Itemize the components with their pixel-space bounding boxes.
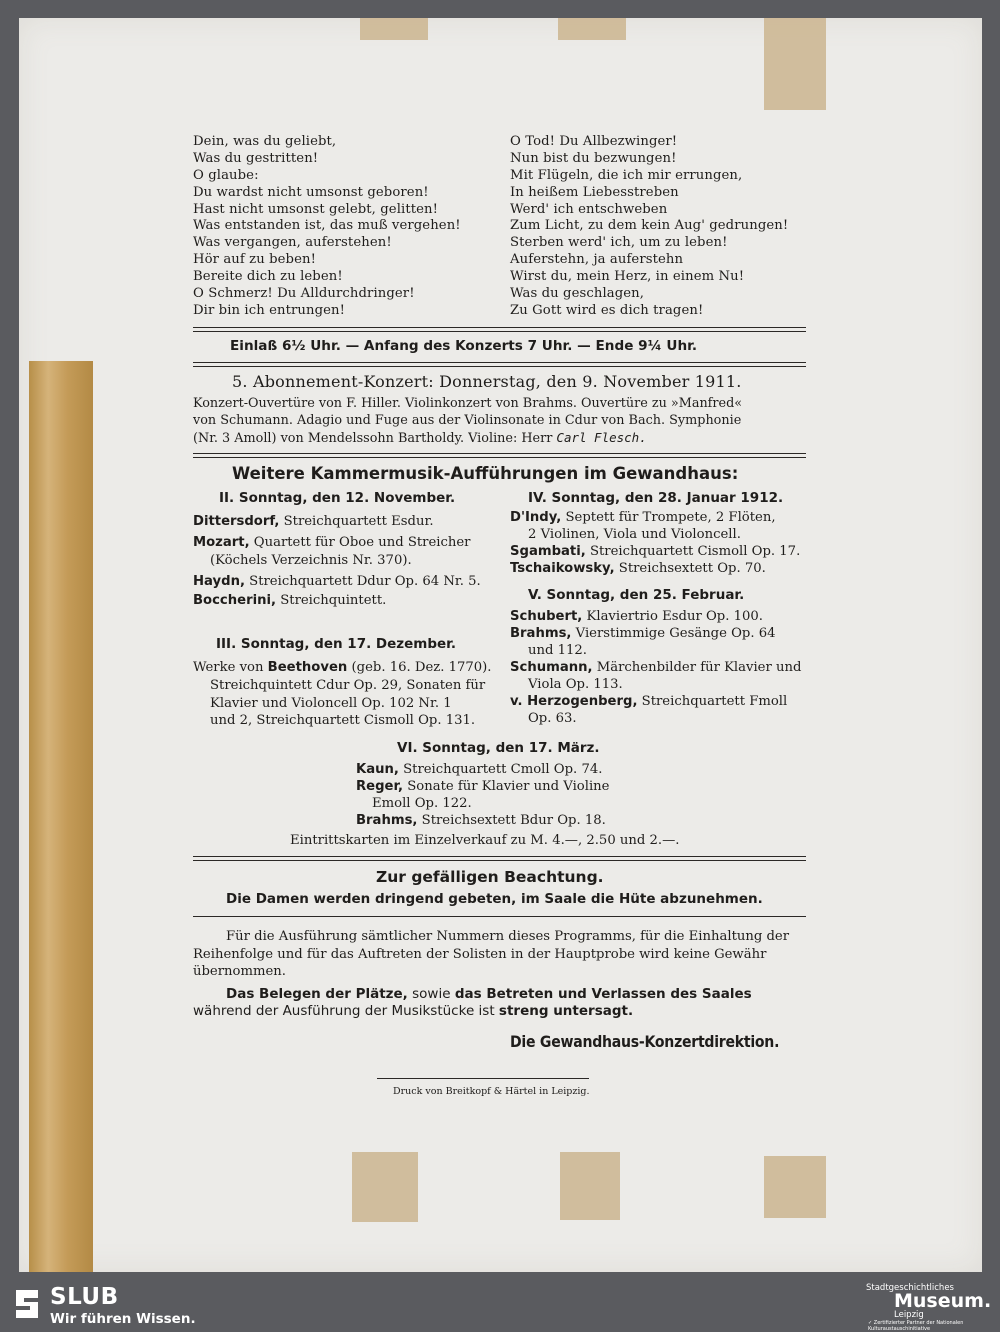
- printer-credit: Druck von Breitkopf & Härtel in Leipzig.: [393, 1086, 590, 1097]
- viewer-footer: [0, 1278, 1000, 1331]
- tape-top-left: [360, 18, 428, 40]
- poem-line: Werd' ich entschweben: [510, 201, 668, 217]
- divider: [193, 453, 806, 458]
- work-continuation: und 2, Streichquartett Cismoll Op. 131.: [210, 713, 476, 728]
- poem-line: Was entstanden ist, das muß vergehen!: [193, 218, 461, 234]
- seat-notice-part: während der Ausführung der Musikstücke ist: [193, 1003, 495, 1019]
- composer: Boccherini,: [193, 593, 277, 608]
- partner-certification: ✓ Zertifizierter Partner der Nationalen Kulturaustauschinitiative: [868, 1320, 964, 1332]
- abonnement-title: 5. Abonnement-Konzert: Donnerstag, den 9. November 1911.: [232, 372, 742, 391]
- poem-line: Dein, was du geliebt,: [193, 134, 337, 149]
- seat-notice-part: das Betreten und Verlassen des Saales: [454, 986, 752, 1002]
- work: Quartett für Oboe und Streicher: [253, 535, 471, 550]
- poem-line: Hör auf zu beben!: [193, 252, 316, 268]
- poem-left-column: [193, 134, 461, 320]
- tape-bottom-right: [764, 1156, 826, 1218]
- abonnement-line-text: (Nr. 3 Amoll) von Mendelssohn Bartholdy. Violine: Herr: [193, 431, 553, 446]
- composer: Brahms,: [356, 813, 418, 828]
- work: Streichsextett Bdur Op. 18.: [421, 813, 606, 828]
- concert-date: IV. Sonntag, den 28. Januar 1912.: [528, 490, 784, 506]
- tape-left-strip: [29, 361, 93, 1272]
- work: (geb. 16. Dez. 1770).: [351, 660, 492, 675]
- composer: Dittersdorf,: [193, 514, 280, 529]
- work-continuation: Emoll Op. 122.: [372, 796, 472, 811]
- program-item: [510, 609, 763, 624]
- program-item: [193, 660, 492, 675]
- poem-line: Was du gestritten!: [193, 150, 319, 166]
- composer: v. Herzogenberg,: [510, 694, 638, 709]
- divider: [193, 856, 806, 861]
- program-item: [356, 813, 606, 828]
- program-item: [193, 593, 386, 608]
- concert-date: III. Sonntag, den 17. Dezember.: [216, 636, 457, 652]
- work-continuation: (Köchels Verzeichnis Nr. 370).: [210, 553, 412, 568]
- tape-top-right: [764, 18, 826, 110]
- work: Streichquartett Fmoll: [641, 694, 788, 709]
- program-item: [510, 626, 776, 641]
- program-item: [356, 779, 609, 794]
- slub-brand: SLUB: [50, 1284, 119, 1310]
- program-page: [19, 18, 982, 1272]
- poem-line: O Tod! Du Allbezwinger!: [510, 134, 678, 149]
- signature: Die Gewandhaus-Konzertdirektion.: [510, 1032, 780, 1051]
- poem-line: Zu Gott wird es dich tragen!: [510, 302, 704, 318]
- concert-date: V. Sonntag, den 25. Februar.: [528, 587, 745, 603]
- work: Streichquartett Esdur.: [283, 514, 434, 529]
- program-item: [510, 544, 800, 559]
- composer: Mozart,: [193, 535, 250, 550]
- program-item: [193, 535, 470, 550]
- work: Streichquartett Cmoll Op. 74.: [403, 762, 603, 777]
- work: Streichquartett Cismoll Op. 17.: [589, 544, 801, 559]
- composer: Schumann,: [510, 660, 593, 675]
- divider: [377, 1078, 589, 1079]
- notice-heading: Zur gefälligen Beachtung.: [376, 868, 604, 886]
- poem-line: Dir bin ich entrungen!: [193, 302, 346, 318]
- poem-line: Sterben werd' ich, um zu leben!: [510, 235, 728, 251]
- liability-line: Reihenfolge und für das Auftreten der Solisten in der Hauptprobe wird keine Gewähr: [193, 947, 767, 962]
- slub-slogan: Wir führen Wissen.: [50, 1311, 196, 1327]
- seat-notice-part: sowie: [412, 986, 451, 1002]
- concert-date: VI. Sonntag, den 17. März.: [397, 740, 600, 756]
- work-continuation: Klavier und Violoncell Op. 102 Nr. 1: [210, 696, 452, 711]
- composer: Sgambati,: [510, 544, 586, 559]
- liability-line: übernommen.: [193, 964, 286, 979]
- composer: Tschaikowsky,: [510, 561, 615, 576]
- tape-top-center: [558, 18, 626, 40]
- partner-small-text: Stadtgeschichtliches: [866, 1283, 954, 1293]
- composer: Haydn,: [193, 574, 245, 589]
- poem-line: In heißem Liebesstreben: [510, 184, 679, 200]
- slub-logo-icon: [12, 1288, 42, 1320]
- composer: Beethoven: [267, 660, 348, 675]
- composer: Schubert,: [510, 609, 583, 624]
- ticket-prices: Eintrittskarten im Einzelverkauf zu M. 4.—, 2.50 und 2.—.: [290, 833, 680, 848]
- poem-line: Wirst du, mein Herz, in einem Nu!: [510, 269, 745, 285]
- partner-city: Leipzig: [894, 1310, 924, 1320]
- poem-line: Was du geschlagen,: [510, 286, 645, 302]
- poem-line: Zum Licht, zu dem kein Aug' gedrungen!: [510, 218, 789, 234]
- concert-times: Einlaß 6½ Uhr. — Anfang des Konzerts 7 Uhr. — Ende 9¼ Uhr.: [230, 338, 698, 354]
- seat-notice: [193, 1003, 633, 1019]
- work-continuation: Streichquintett Cdur Op. 29, Sonaten für: [210, 678, 486, 693]
- program-item: [510, 694, 787, 709]
- composer: Reger,: [356, 779, 404, 794]
- poem-line: O glaube:: [193, 167, 259, 183]
- program-item: [510, 510, 776, 525]
- work-continuation: und 112.: [528, 643, 587, 658]
- composer: Brahms,: [510, 626, 572, 641]
- poem-line: O Schmerz! Du Alldurchdringer!: [193, 286, 415, 302]
- divider: [193, 916, 806, 917]
- work: Sonate für Klavier und Violine: [407, 779, 610, 794]
- poem-line: Was vergangen, auferstehen!: [193, 235, 392, 251]
- abonnement-line: [193, 430, 647, 446]
- poem-line: Auferstehn, ja auferstehn: [510, 252, 684, 268]
- work: Streichsextett Op. 70.: [618, 561, 766, 576]
- work-continuation: Op. 63.: [528, 711, 577, 726]
- work: Märchenbilder für Klavier und: [596, 660, 802, 675]
- work: Klaviertrio Esdur Op. 100.: [586, 609, 763, 624]
- program-item: [510, 660, 801, 675]
- hat-notice: Die Damen werden dringend gebeten, im Saale die Hüte abzunehmen.: [226, 891, 763, 907]
- soloist-name: Carl Flesch.: [556, 430, 647, 445]
- concert-date: II. Sonntag, den 12. November.: [219, 490, 456, 506]
- poem-line: Hast nicht umsonst gelebt, gelitten!: [193, 201, 439, 217]
- program-item: [356, 762, 602, 777]
- work: Vierstimmige Gesänge Op. 64: [575, 626, 776, 641]
- poem-line: Du wardst nicht umsonst geboren!: [193, 184, 429, 200]
- abonnement-line: Konzert-Ouvertüre von F. Hiller. Violinkonzert von Brahms. Ouvertüre zu »Manfred«: [193, 396, 743, 411]
- liability-line: Für die Ausführung sämtlicher Nummern dieses Programms, für die Einhaltung der: [226, 929, 790, 944]
- divider: [193, 362, 806, 367]
- seat-notice-part: streng untersagt.: [498, 1003, 634, 1019]
- program-item: [193, 574, 481, 589]
- program-item: [510, 561, 766, 576]
- abonnement-line: von Schumann. Adagio und Fuge aus der Violinsonate in Cdur von Bach. Symphonie: [193, 413, 742, 428]
- tape-bottom-left: [352, 1152, 418, 1222]
- work: Septett für Trompete, 2 Flöten,: [565, 510, 776, 525]
- work-continuation: 2 Violinen, Viola und Violoncell.: [528, 527, 741, 542]
- seat-notice-part: Das Belegen der Plätze,: [226, 986, 408, 1002]
- composer: Kaun,: [356, 762, 399, 777]
- kammermusik-heading: Weitere Kammermusik-Aufführungen im Gewandhaus:: [232, 464, 739, 483]
- partner-name: Museum.: [894, 1290, 992, 1312]
- poem-line: Mit Flügeln, die ich mir errungen,: [510, 167, 743, 183]
- seat-notice: [226, 986, 752, 1002]
- work: Streichquintett.: [280, 593, 387, 608]
- poem-line: Bereite dich zu leben!: [193, 269, 343, 285]
- work: Streichquartett Ddur Op. 64 Nr. 5.: [249, 574, 481, 589]
- poem-right-column: [510, 134, 788, 320]
- tape-bottom-center: [560, 1152, 620, 1220]
- divider: [193, 327, 806, 332]
- poem-line: Nun bist du bezwungen!: [510, 150, 677, 166]
- work-intro: Werke von: [193, 660, 264, 675]
- work-continuation: Viola Op. 113.: [528, 677, 623, 692]
- program-item: [193, 514, 434, 529]
- composer: D'Indy,: [510, 510, 562, 525]
